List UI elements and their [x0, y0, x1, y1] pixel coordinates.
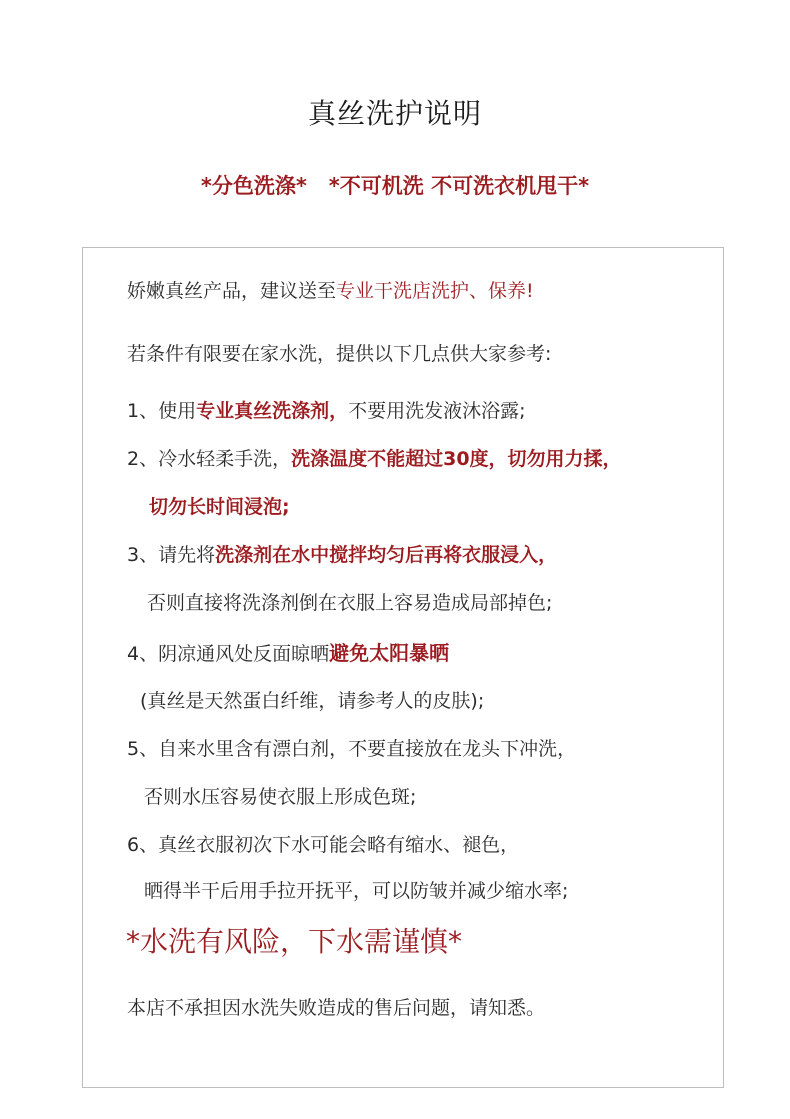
- risk-warning: *水洗有风险，下水需谨慎*: [126, 925, 463, 958]
- item-6-continuation: 晒得半干后用手拉开抚平，可以防皱并减少缩水率;: [144, 880, 569, 902]
- item-6: 6、真丝衣服初次下水可能会略有缩水、褪色，: [127, 834, 520, 856]
- item-2: [127, 445, 622, 473]
- item-3: [127, 541, 557, 569]
- item-1-text: 1、使用: [127, 400, 197, 422]
- intro-highlight: 专业干洗店洗护、保养!: [336, 280, 534, 302]
- item-1-highlight: 专业真丝洗涤剂，: [196, 400, 349, 422]
- intro-line-2: 若条件有限要在家水洗，提供以下几点供大家参考:: [127, 343, 552, 365]
- intro-text: 娇嫩真丝产品，建议送至: [127, 280, 337, 302]
- item-3-text: 3、请先将: [127, 544, 216, 566]
- page-title: 真丝洗护说明: [307, 97, 482, 130]
- item-2-text: 2、冷水轻柔手洗，: [127, 448, 292, 470]
- item-3-continuation: 否则直接将洗涤剂倒在衣服上容易造成局部掉色;: [147, 592, 553, 614]
- item-4-highlight: 避免太阳暴晒: [329, 641, 450, 665]
- item-2-continuation: 切勿长时间浸泡;: [149, 496, 290, 518]
- item-3-highlight: 洗涤剂在水中搅拌均匀后再将衣服浸入，: [215, 544, 558, 566]
- disclaimer: 本店不承担因水洗失败造成的售后问题，请知悉。: [127, 997, 546, 1019]
- item-1: [127, 397, 526, 425]
- item-4-text: 4、阴凉通风处反面晾晒: [127, 643, 330, 665]
- intro-line: [127, 277, 534, 305]
- item-5: 5、自来水里含有漂白剂，不要直接放在龙头下冲洗，: [127, 738, 577, 760]
- item-5-continuation: 否则水压容易使衣服上形成色斑;: [144, 786, 417, 808]
- item-4-continuation: (真丝是天然蛋白纤维，请参考人的皮肤);: [140, 690, 485, 712]
- wash-warning-subtitle: *分色洗涤* *不可机洗 不可洗衣机甩干*: [200, 174, 590, 198]
- item-4: [127, 639, 449, 668]
- item-2-highlight: 洗涤温度不能超过30度，切勿用力揉，: [291, 448, 622, 470]
- item-1-text-end: 不要用洗发液沐浴露;: [348, 400, 526, 422]
